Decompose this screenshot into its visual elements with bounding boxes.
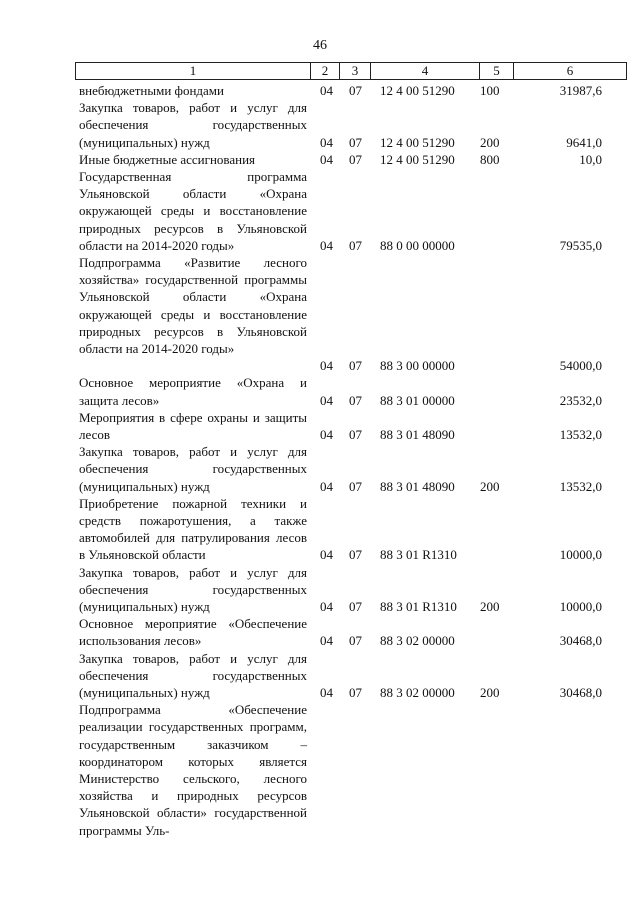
row-description: Мероприятия в сфере охраны и защиты лесов bbox=[79, 409, 307, 442]
row-amount: 13532,0 bbox=[559, 478, 602, 494]
row-amount: 30468,0 bbox=[559, 684, 602, 700]
row-expense-type: 100 bbox=[480, 83, 500, 98]
row-amount: 9641,0 bbox=[566, 134, 602, 150]
row-description: Закупка товаров, работ и услуг для обеспечения государственных (муниципальных) нужд bbox=[79, 564, 307, 614]
row-description: внебюджетными фондами bbox=[79, 83, 224, 98]
row-target-code: 88 0 00 00000 bbox=[380, 237, 455, 253]
row-section: 04 bbox=[320, 684, 333, 700]
row-target-code: 88 3 00 00000 bbox=[380, 358, 455, 374]
row-subsection: 07 bbox=[349, 358, 362, 374]
row-description: Основное мероприятие «Обеспечение использования лесов» bbox=[79, 616, 307, 649]
row-expense-type: 200 bbox=[480, 134, 500, 150]
row-expense-type: 200 bbox=[480, 684, 500, 700]
row-description: Закупка товаров, работ и услуг для обеспечения государственных (муниципальных) нужд bbox=[79, 100, 307, 150]
table-header bbox=[75, 62, 627, 80]
row-description: Основное мероприятие «Охрана и защита лесов» bbox=[79, 375, 307, 408]
row-section: 04 bbox=[320, 547, 333, 563]
row-amount: 79535,0 bbox=[559, 237, 602, 253]
row-subsection: 07 bbox=[349, 478, 362, 494]
row-description: Приобретение пожарной техники и средств пожаротушения, а также автомобилей для патрулирования лесов в Ульяновской области bbox=[79, 495, 307, 563]
header-col-4: 4 bbox=[371, 63, 480, 79]
row-description: Государственная программа Ульяновской области «Охрана окружающей среды и восстановление природных ресурсов в Ульяновской области на 2014-2020 годы» bbox=[79, 169, 307, 253]
row-description: Подпрограмма «Обеспечение реализации государственных программ, государственным заказчиком – координатором которых является Министерство сельского, лесного хозяйства и природных ресурсов Ульяновской области» государственной программы Уль- bbox=[79, 702, 307, 838]
row-subsection: 07 bbox=[349, 547, 362, 563]
row-amount: 10,0 bbox=[579, 151, 602, 167]
row-target-code: 12 4 00 51290 bbox=[380, 134, 455, 150]
row-subsection: 07 bbox=[349, 598, 362, 614]
row-subsection: 07 bbox=[349, 151, 362, 167]
row-subsection: 07 bbox=[349, 83, 362, 98]
row-target-code: 88 3 01 R1310 bbox=[380, 547, 457, 563]
row-target-code: 12 4 00 51290 bbox=[380, 151, 455, 167]
header-col-2: 2 bbox=[311, 63, 340, 79]
row-section: 04 bbox=[320, 478, 333, 494]
row-expense-type: 800 bbox=[480, 151, 500, 167]
row-subsection: 07 bbox=[349, 392, 362, 408]
row-amount: 30468,0 bbox=[559, 633, 602, 649]
row-description: Закупка товаров, работ и услуг для обеспечения государственных (муниципальных) нужд bbox=[79, 650, 307, 700]
row-section: 04 bbox=[320, 134, 333, 150]
row-subsection: 07 bbox=[349, 237, 362, 253]
row-subsection: 07 bbox=[349, 684, 362, 700]
row-amount: 54000,0 bbox=[559, 358, 602, 374]
row-section: 04 bbox=[320, 237, 333, 253]
header-col-6: 6 bbox=[514, 63, 627, 79]
row-amount: 10000,0 bbox=[559, 547, 602, 563]
row-target-code: 88 3 02 00000 bbox=[380, 633, 455, 649]
row-target-code: 88 3 01 R1310 bbox=[380, 598, 457, 614]
row-target-code: 88 3 02 00000 bbox=[380, 684, 455, 700]
row-expense-type: 200 bbox=[480, 478, 500, 494]
row-section: 04 bbox=[320, 426, 333, 442]
row-description: Закупка товаров, работ и услуг для обеспечения государственных (муниципальных) нужд bbox=[79, 444, 307, 494]
row-expense-type: 200 bbox=[480, 598, 500, 614]
header-col-3: 3 bbox=[340, 63, 371, 79]
row-target-code: 88 3 01 48090 bbox=[380, 478, 455, 494]
row-section: 04 bbox=[320, 633, 333, 649]
row-section: 04 bbox=[320, 83, 333, 98]
row-section: 04 bbox=[320, 392, 333, 408]
row-subsection: 07 bbox=[349, 134, 362, 150]
row-amount: 10000,0 bbox=[559, 598, 602, 614]
row-target-code: 88 3 01 48090 bbox=[380, 426, 455, 442]
row-amount: 31987,6 bbox=[559, 83, 602, 98]
row-section: 04 bbox=[320, 358, 333, 374]
header-col-5: 5 bbox=[480, 63, 514, 79]
page-number: 46 bbox=[313, 38, 327, 53]
header-col-1: 1 bbox=[76, 63, 311, 79]
row-target-code: 12 4 00 51290 bbox=[380, 83, 455, 98]
row-subsection: 07 bbox=[349, 426, 362, 442]
row-description: Подпрограмма «Развитие лесного хозяйства» государственной программы Ульяновской области «Охрана окружающей среды и восстановление природных ресурсов в Ульяновской области на 2014-2020 годы» bbox=[79, 255, 307, 357]
row-description: Иные бюджетные ассигнования bbox=[79, 151, 256, 167]
row-target-code: 88 3 01 00000 bbox=[380, 392, 455, 408]
row-section: 04 bbox=[320, 598, 333, 614]
row-amount: 23532,0 bbox=[559, 392, 602, 408]
row-section: 04 bbox=[320, 151, 333, 167]
row-subsection: 07 bbox=[349, 633, 362, 649]
row-amount: 13532,0 bbox=[559, 426, 602, 442]
